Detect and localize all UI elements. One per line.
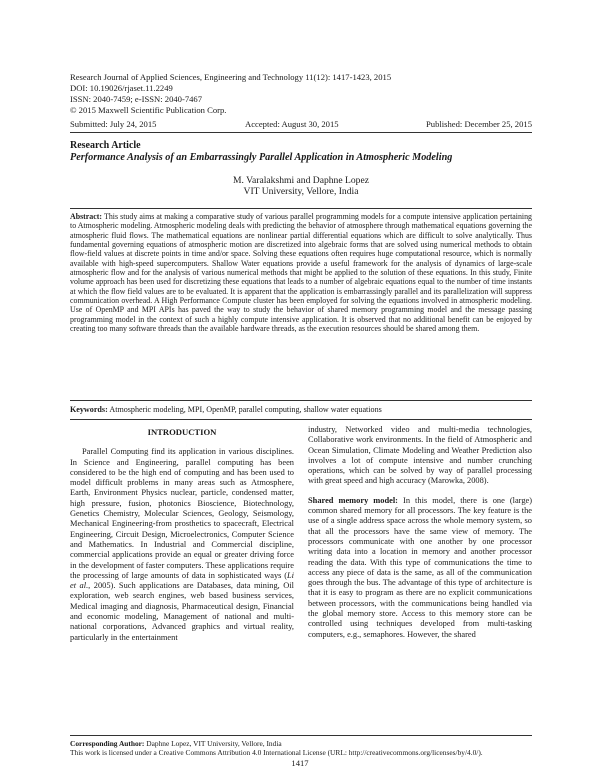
copyright: © 2015 Maxwell Scientific Publication Corp. [70, 105, 227, 115]
keywords-divider [70, 419, 532, 420]
abstract-bottom-divider [70, 400, 532, 401]
keywords-text: Atmospheric modeling, MPI, OpenMP, parallel computing, shallow water equations [109, 405, 382, 414]
affiliation: VIT University, Vellore, India [243, 186, 359, 197]
footer-divider [70, 735, 532, 736]
issn: ISSN: 2040-7459; e-ISSN: 2040-7467 [70, 94, 203, 104]
journal-header [70, 72, 391, 116]
abstract [70, 212, 532, 333]
keywords-label: Keywords: [70, 405, 108, 414]
corresponding-author-label: Corresponding Author: [70, 739, 145, 748]
article-type: Research Article [70, 140, 141, 151]
intro-paragraph [70, 447, 294, 643]
abstract-top-divider [70, 208, 532, 209]
abstract-text: This study aims at making a comparative study of various parallel programming models for a compute intensive application pertaining to Atmospheric modeling. Atmospheric modeling deals with predicting the behavior of atmosphere through mathematical equations governing the atmospheric fluid flows. The mathematical equations are nonlinear partial differential equations which are difficult to solve analytically. Thus fundamental governing equations of atmospheric motion are discretized into algebraic forms that are solved using numerical methods to obtain flow-field values at discrete points in time and/or space. Solving these equations often requires huge computational resource, which is normally available with high-speed supercomputers. Shallow Water equations provide a useful framework for the analysis of dynamics of large-scale atmospheric flow and for the analysis of various numerical methods that might be applied to the solution of these equations. In this study, Finite volume approach has been used for discretizing these equations that leads to a number of algebraic equations equal to the number of time instants at which the flow field values are to be evaluated. It is apparent that the application is embarrassingly parallel and its parallelization will suppress communication overhead. A High Performance Compute cluster has been employed for solving the equations involved in atmospheric modeling. Use of OpenMP and MPI APIs has paved the way to study the behavior of shared memory programming model and the message passing programming model in the context of such a highly compute intensive application. It is observed that no additional benefit can be enjoyed by creating too many software threads than the available hardware threads, as the execution resources should be shared among them. [70, 212, 532, 334]
corresponding-author [70, 739, 532, 748]
keywords [70, 405, 532, 414]
header-divider [70, 132, 532, 133]
shared-memory-text: In this model, there is one (large) common shared memory for all processors. The key feature is the use of a single address space across the whole memory system, so that all the processors have the same view of memory. The processors communicate with one another by one processor writing data into a location in memory and another processor reading the data. With this type of communications the time to access any piece of data is the same, as all of the communication goes through the bus. The advantage of this type of architecture is that it is easy to program as there are no explicit communications between processors, with the communications being handled via the global memory store. Access to this memory store can be controlled using techniques developed from multi-tasking computers, e.g., semaphores. However, the shared [308, 495, 533, 639]
page-number: 1417 [291, 758, 309, 768]
abstract-label: Abstract: [70, 212, 102, 221]
accepted-date: Accepted: August 30, 2015 [245, 119, 339, 129]
footer [70, 739, 532, 757]
submitted-date: Submitted: July 24, 2015 [70, 119, 157, 129]
published-date: Published: December 25, 2015 [426, 119, 532, 129]
journal-citation: Research Journal of Applied Sciences, Engineering and Technology 11(12): 1417-1423, 2015 [70, 72, 392, 82]
right-paragraph-1: industry, Networked video and multi-media technologies, Collaborative work environments. In the field of Atmospheric and Ocean Simulation, Climate Modeling and Weather Prediction also involves a lot of compute intensive and number crunching operations, which can be solved by way of parallel processing with great speed and high accuracy (Marowka, 2008). [308, 425, 532, 486]
citation-li: Li et al. [70, 570, 294, 591]
left-column [70, 425, 294, 652]
right-column [308, 425, 532, 649]
section-heading-introduction: INTRODUCTION [147, 427, 217, 437]
license-text: This work is licensed under a Creative Commons Attribution 4.0 International License (URL: http://creativecommons.org/licenses/by/4.0/). [70, 748, 483, 757]
intro-text-2: , 2005). Such applications are Databases, data mining, Oil exploration, web search engines, web based business services, Medical imaging and diagnosis, Pharmaceutical design, Financial and economic modeling, Management of national and multi-national corporations, Advanced graphics and virtual reality, particularly in the entertainment [70, 581, 294, 642]
shared-memory-paragraph [308, 496, 532, 640]
author-block [70, 175, 532, 197]
shared-memory-label: Shared memory model: [308, 495, 398, 505]
corresponding-author-text: Daphne Lopez, VIT University, Vellore, India [146, 739, 282, 748]
authors: M. Varalakshmi and Daphne Lopez [233, 175, 369, 186]
intro-text-1: Parallel Computing find its application in various disciplines. In Science and Engineering, parallel computing has been considered to be the high end of computing and has been used to model difficult problems in many areas such as Atmosphere, Earth, Environment Physics nuclear, particle, condensed matter, high pressure, fusion, photonics Bioscience, Biotechnology, Genetics Chemistry, Molecular Sciences, Geology, Seismology, Mechanical Engineering-from prosthetics to spacecraft, Electrical Engineering, Circuit Design, Microelectronics, Computer Science and Mathematics. In Industrial and Commercial discipline, commercial applications provide an equal or greater driving force in the development of faster computers. These applications require the processing of large amounts of data in sophisticated ways ( [70, 447, 294, 580]
doi: DOI: 10.19026/rjaset.11.2249 [70, 83, 173, 93]
article-title: Performance Analysis of an Embarrassingly Parallel Application in Atmospheric Modeling [70, 152, 453, 163]
